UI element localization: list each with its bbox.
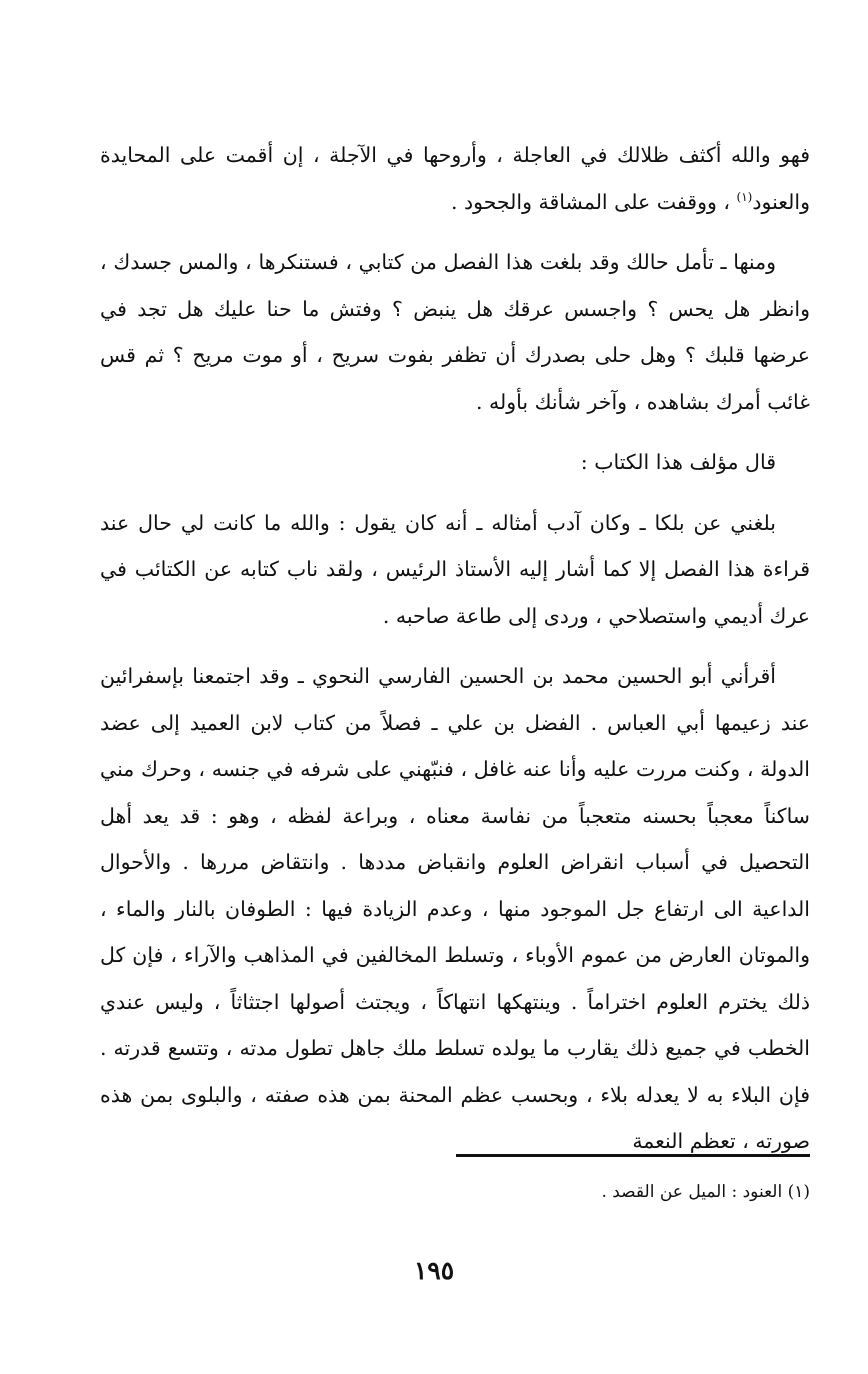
paragraph-4: بلغني عن بلكا ـ وكان آدب أمثاله ـ أنه كان يقول : والله ما كانت لي حال عند قراءة هذا الفصل إلا كما أشار إليه الأستاذ الرئيس ، ولقد ناب كتابه عن الكتائب في عرك أديمي واستصلاحي ، وردى إلى طاعة صاحبه .: [100, 510, 810, 628]
footnote: (١) العنود : الميل عن القصد .: [601, 1182, 810, 1202]
paragraph-1: [100, 132, 810, 225]
footnote-divider: [456, 1154, 810, 1157]
paragraph-1-end: ، ووقفت على المشاقة والجحود .: [450, 189, 737, 214]
page-number: ١٩٥: [413, 1256, 455, 1285]
paragraph-5: أقرأني أبو الحسين محمد بن الحسين الفارسي النحوي ـ وقد اجتمعنا بإسفرائين عند زعيمها أبي العباس . الفضل بن علي ـ فصلاً من كتاب لابن العميد إلى عضد الدولة ، وكنت مررت عليه وأنا عنه غافل ، فنبّهني على شرفه في جنسه ، وحرك مني ساكناً معجباً بحسنه متعجباً من نفاسة معناه ، وبراعة لفظه ، وهو : قد يعد أهل التحصيل في أسباب انقراض العلوم وانقباض مددها . وانتقاض مررها . والأحوال الداعية الى ارتفاع جل الموجود منها ، وعدم الزيادة فيها : الطوفان بالنار والماء ، والموتان العارض من عموم الأوباء ، وتسلط المخالفين في المذاهب والآراء ، فإن كل ذلك يخترم العلوم اختراماً . وينتهكها انتهاكاً ، ويجتث أصولها اجتثاثاً ، وليس عندي الخطب في جميع ذلك يقارب ما يولده تسلط ملك جاهل تطول مدته ، وتتسع قدرته . فإن البلاء به لا يعدله بلاء ، وبحسب عظم المحنة بمن هذه صفته ، والبلوى بمن هذه صورته ، تعظم النعمة: [100, 664, 810, 1153]
paragraph-1-text: فهو والله أكثف ظلالك في العاجلة ، وأروحها في الآجلة ، إن أقمت على المحايدة والعنود: [100, 143, 810, 214]
footnote-reference: (١): [736, 189, 753, 204]
paragraph-3: قال مؤلف هذا الكتاب :: [580, 450, 776, 474]
body-text: [100, 132, 810, 1179]
paragraph-2: ومنها ـ تأمل حالك وقد بلغت هذا الفصل من كتابي ، فستنكرها ، والمس جسدك ، وانظر هل يحس ؟ واجسس عرقك هل ينبض ؟ وفتش ما حنا عليك هل تجد في عرضها قلبك ؟ وهل حلى بصدرك أن تظفر بفوت سريح ، أو موت مريح ؟ ثم قس غائب أمرك بشاهده ، وآخر شأنك بأوله .: [100, 250, 810, 414]
